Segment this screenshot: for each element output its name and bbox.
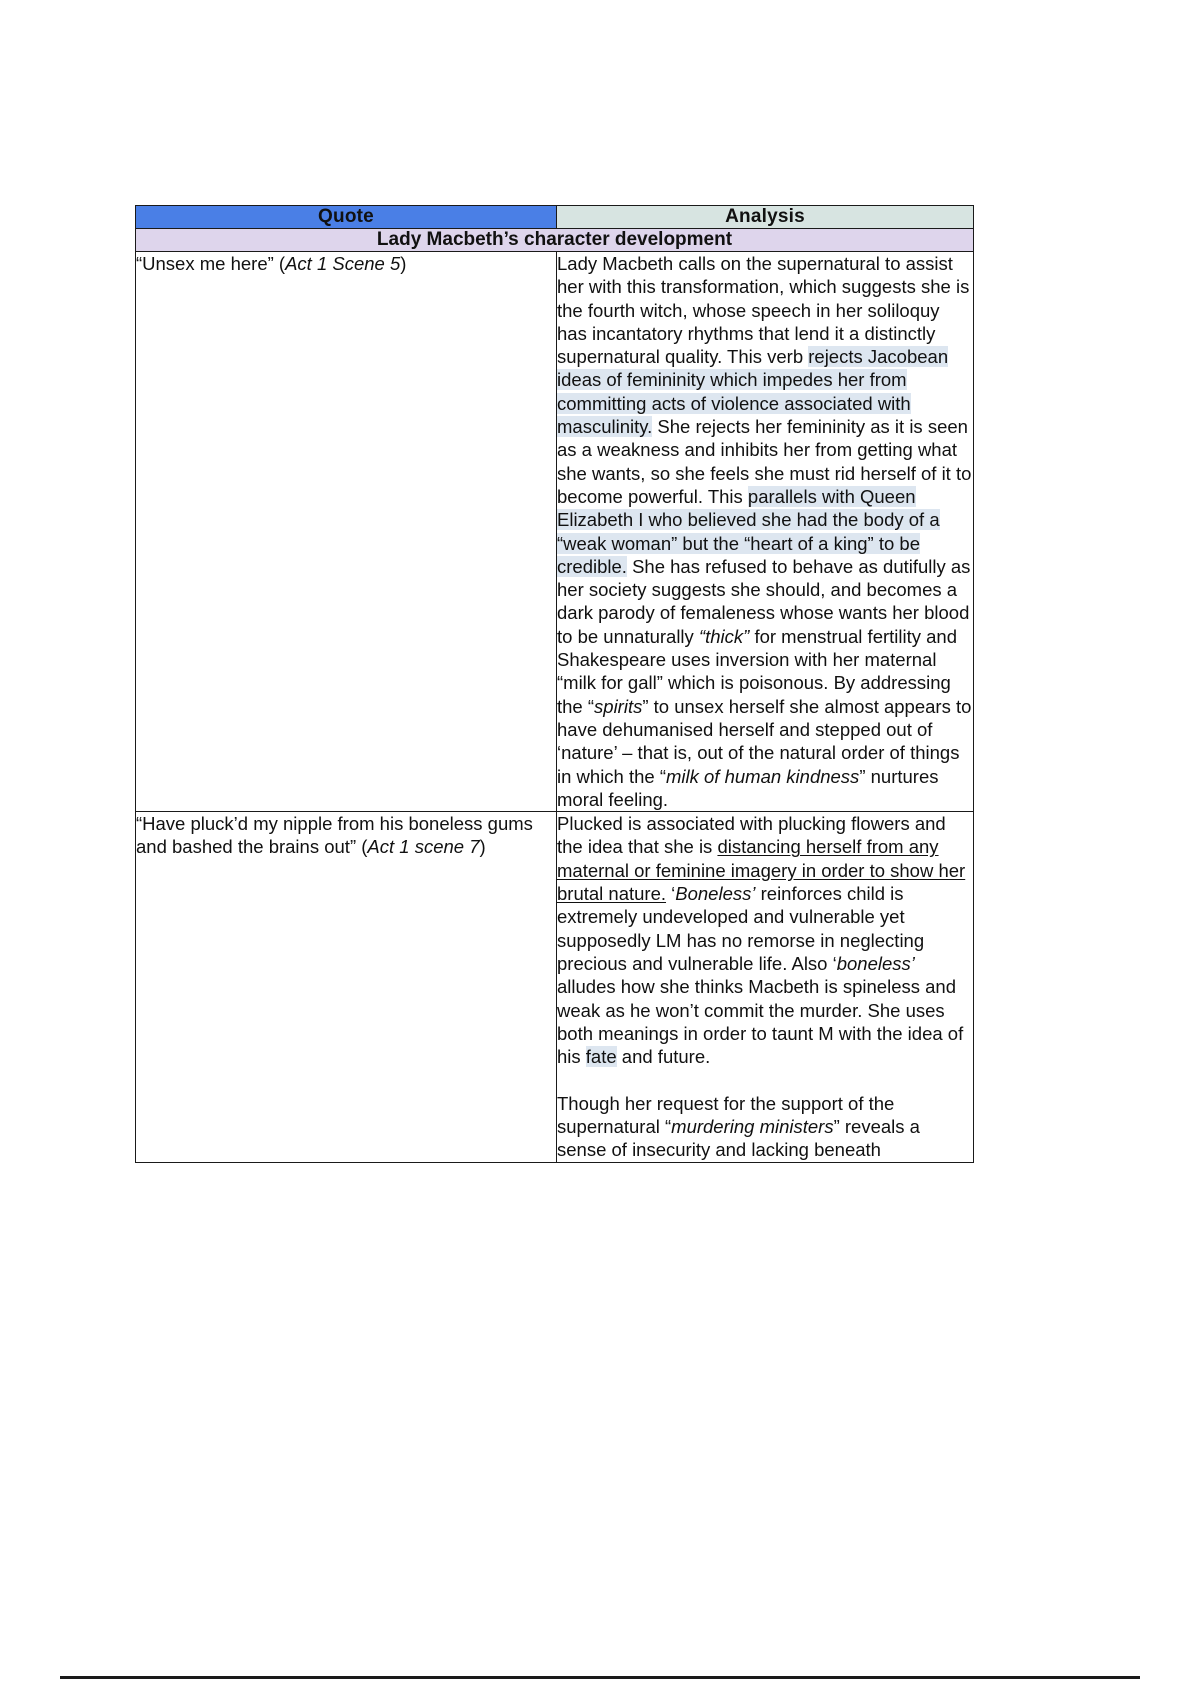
analysis-text-2-para-2 <box>557 1092 973 1162</box>
quote-main-1: “Unsex me here” ( <box>136 253 286 274</box>
text-segment-normal: reinforces child is extremely undeveloped and vulnerable yet supposedly LM has no remorse in neglecting precious and vulnerable life. Also ‘ <box>557 883 925 974</box>
text-segment-italic: Boneless’ <box>675 883 756 905</box>
quote-citation-1: Act 1 Scene 5 <box>285 253 401 274</box>
quote-close-1: ) <box>400 253 407 274</box>
section-header-lady-macbeth: Lady Macbeth’s character development <box>136 229 974 252</box>
analysis-text-2-para-1 <box>557 812 973 1068</box>
analysis-cell-1 <box>557 252 974 812</box>
text-segment-highlight: parallels with Queen Elizabeth I who believed she had the body of a “weak woman” but the “heart of a king” to be credible. <box>557 485 940 577</box>
table-row <box>136 252 974 812</box>
table-row <box>136 812 974 1162</box>
text-segment-italic: murdering ministers <box>671 1115 834 1137</box>
text-segment-italic: spirits <box>594 695 643 717</box>
text-segment-normal: Lady Macbeth calls on the supernatural to assist her with this transformation, which suggests she is the fourth witch, whose speech in her soliloquy has incantatory rhythms that lend it a distinctly supernatural quality. This verb <box>557 253 970 368</box>
text-segment-normal: She rejects her femininity as it is seen as a weakness and inhibits her from getting what she wants, so she feels she must rid herself of it to become powerful. This <box>557 416 972 507</box>
text-segment-highlight: fate <box>585 1046 617 1068</box>
text-segment-highlight: rejects Jacobean ideas of femininity which impedes her from committing acts of violence associated with masculinity. <box>557 346 949 438</box>
analysis-cell-2 <box>557 812 974 1162</box>
table-header-row <box>136 206 974 229</box>
text-segment-italic: “thick” <box>698 625 750 647</box>
quote-main-2: “Have pluck’d my nipple from his boneless gums and bashed the brains out” ( <box>136 813 533 858</box>
quote-cell-1 <box>136 252 557 812</box>
quote-citation-2: Act 1 scene 7 <box>367 836 480 858</box>
text-segment-normal: ” nurtures moral feeling. <box>557 765 939 810</box>
text-segment-normal: ” reveals a sense of insecurity and lacking beneath <box>557 1115 920 1161</box>
text-segment-underline: distancing herself from any maternal or feminine imagery in order to show her brutal nature. <box>557 836 966 905</box>
quote-text-1 <box>136 252 556 275</box>
text-segment-normal: ” to unsex herself she almost appears to have dehumanised herself and stepped out of ‘nature’ – that is, out of the natural order of things in which the “ <box>557 695 972 787</box>
quote-text-2 <box>136 812 556 859</box>
quote-analysis-table <box>135 205 974 1163</box>
quote-cell-2 <box>136 812 557 1162</box>
page-bottom-rule <box>60 1676 1140 1679</box>
column-header-quote: Quote <box>136 206 557 229</box>
text-segment-normal: and future. <box>616 1046 711 1068</box>
text-segment-normal: She has refused to behave as dutifully as her society suggests she should, and becomes a dark parody of femaleness whose wants her blood to be unnaturally <box>557 555 971 647</box>
text-segment-normal: for menstrual fertility and Shakespeare uses inversion with her maternal “milk for gall” which is poisonous. By addressing the “ <box>557 625 958 717</box>
column-header-analysis: Analysis <box>557 206 974 229</box>
text-segment-normal: Plucked is associated with plucking flowers and the idea that she is <box>557 813 946 858</box>
quote-close-2: ) <box>479 836 486 858</box>
text-segment-normal: Though her request for the support of the supernatural “ <box>557 1092 895 1137</box>
text-segment-normal: ‘ <box>666 883 676 905</box>
text-segment-italic: milk of human kindness <box>666 765 860 787</box>
section-header-row <box>136 229 974 252</box>
text-segment-normal: alludes how she thinks Macbeth is spineless and weak as he won’t commit the murder. She uses both meanings in order to taunt M with the idea of his <box>557 976 964 1068</box>
analysis-text-1 <box>557 252 973 811</box>
text-segment-italic: boneless’ <box>836 952 915 974</box>
